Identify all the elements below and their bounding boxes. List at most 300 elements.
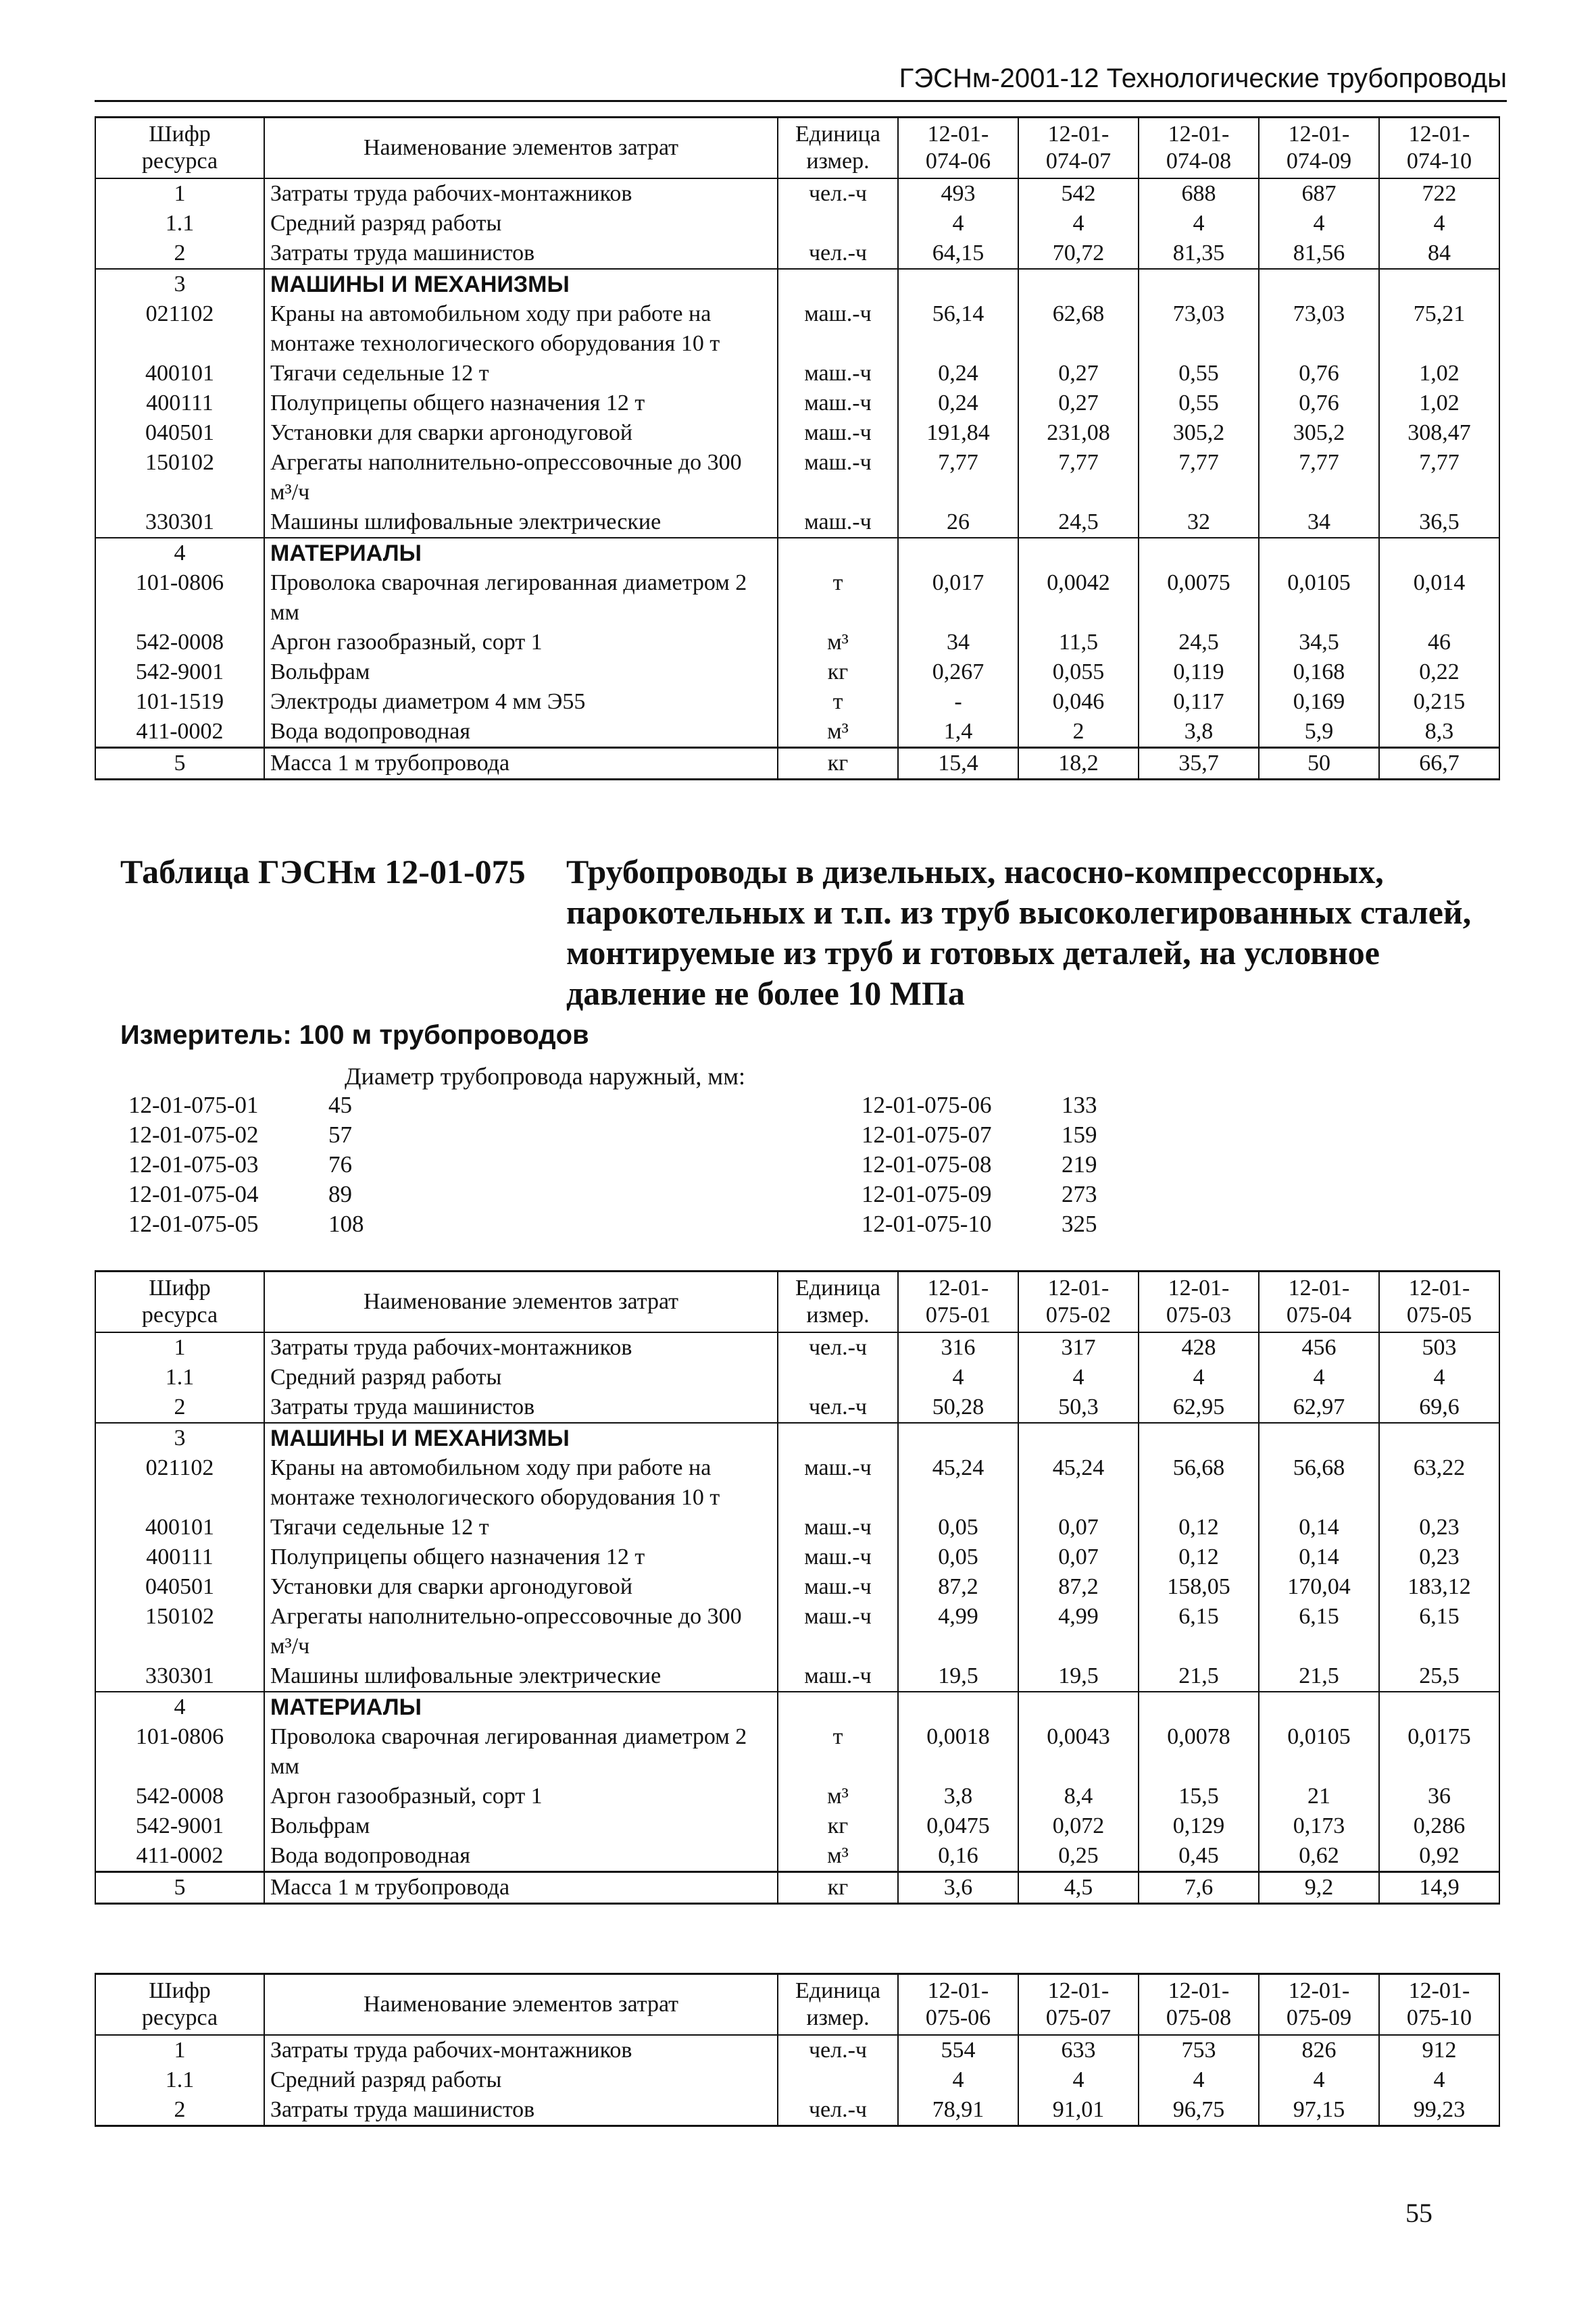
- norm-value: 73,03: [1259, 299, 1379, 359]
- unit: [778, 2065, 898, 2095]
- table-row: [95, 178, 1499, 209]
- cost-element-name: Агрегаты наполнительно-опрессовочные до 300 м³/ч: [264, 1602, 778, 1661]
- cost-element-name: МАТЕРИАЛЫ: [264, 538, 778, 568]
- resource-code: 1.1: [95, 2065, 264, 2095]
- cost-element-name: МАШИНЫ И МЕХАНИЗМЫ: [264, 269, 778, 299]
- cost-element-name: Тягачи седельные 12 т: [264, 359, 778, 388]
- norm-value: [1139, 269, 1259, 299]
- unit: [778, 1363, 898, 1392]
- norm-value: 7,77: [1259, 448, 1379, 507]
- norm-code: 12-01-075-01: [128, 1092, 259, 1118]
- norm-value: 554: [898, 2035, 1018, 2065]
- resource-code: 3: [95, 1423, 264, 1453]
- resource-code: 040501: [95, 418, 264, 448]
- resource-code: 400101: [95, 359, 264, 388]
- norm-value: [1259, 1423, 1379, 1453]
- norm-value: 46: [1379, 628, 1499, 657]
- norm-value: 18,2: [1018, 748, 1139, 780]
- norm-value: 688: [1139, 178, 1259, 209]
- column-header-norm: 12-01- 075-10: [1379, 1974, 1499, 2036]
- unit: чел.-ч: [778, 2095, 898, 2126]
- column-header-norm: 12-01- 075-06: [898, 1974, 1018, 2036]
- norm-value: 4: [1018, 1363, 1139, 1392]
- resource-code: 411-0002: [95, 1841, 264, 1872]
- norm-value: 56,68: [1259, 1453, 1379, 1513]
- column-header-norm: 12-01- 075-05: [1379, 1272, 1499, 1333]
- norm-value: 0,22: [1379, 657, 1499, 687]
- norm-value: 34,5: [1259, 628, 1379, 657]
- norm-value: 87,2: [1018, 1572, 1139, 1602]
- norm-code: 12-01-075-07: [862, 1122, 992, 1148]
- cost-element-name: Краны на автомобильном ходу при работе на монтаже технологического оборудования 10 т: [264, 299, 778, 359]
- norm-value: 26: [898, 507, 1018, 538]
- norm-value: 0,014: [1379, 568, 1499, 628]
- norm-value: 170,04: [1259, 1572, 1379, 1602]
- resource-code: 1.1: [95, 1363, 264, 1392]
- norm-value: 753: [1139, 2035, 1259, 2065]
- resource-table-074: [95, 116, 1500, 780]
- unit: маш.-ч: [778, 1513, 898, 1542]
- norm-value: 4: [1259, 2065, 1379, 2095]
- norm-value: 231,08: [1018, 418, 1139, 448]
- unit: чел.-ч: [778, 1332, 898, 1363]
- norm-value: 0,07: [1018, 1513, 1139, 1542]
- diameter-list-left: [128, 1090, 534, 1239]
- norm-value: 0,62: [1259, 1841, 1379, 1872]
- norm-value: 0,24: [898, 359, 1018, 388]
- table-row: [95, 657, 1499, 687]
- column-header-norm: 12-01- 075-09: [1259, 1974, 1379, 2036]
- norm-value: 3,6: [898, 1872, 1018, 1904]
- unit: [778, 1692, 898, 1722]
- table-row: [95, 1572, 1499, 1602]
- header-row: [95, 118, 1499, 179]
- table-row: [95, 238, 1499, 269]
- diameter-value: 273: [1062, 1181, 1097, 1207]
- norm-value: 183,12: [1379, 1572, 1499, 1602]
- table-row: [95, 209, 1499, 238]
- norm-code: 12-01-075-05: [128, 1211, 259, 1237]
- norm-value: 2: [1018, 717, 1139, 748]
- resource-code: 400111: [95, 1542, 264, 1572]
- norm-value: 1,02: [1379, 388, 1499, 418]
- norm-value: 19,5: [898, 1661, 1018, 1692]
- norm-value: 4: [1018, 2065, 1139, 2095]
- norm-value: 14,9: [1379, 1872, 1499, 1904]
- norm-value: 7,77: [898, 448, 1018, 507]
- table-row: [95, 359, 1499, 388]
- norm-value: 24,5: [1139, 628, 1259, 657]
- unit: маш.-ч: [778, 1453, 898, 1513]
- norm-value: 317: [1018, 1332, 1139, 1363]
- norm-value: 0,27: [1018, 359, 1139, 388]
- diameter-value: 45: [328, 1092, 352, 1118]
- norm-value: [898, 1692, 1018, 1722]
- resource-code: 2: [95, 1392, 264, 1423]
- cost-element-name: Вольфрам: [264, 657, 778, 687]
- diameter-caption: Диаметр трубопровода наружный, мм:: [345, 1063, 745, 1090]
- diameter-value: 219: [1062, 1151, 1097, 1178]
- cost-element-name: Вода водопроводная: [264, 1841, 778, 1872]
- diameter-value: 133: [1062, 1092, 1097, 1118]
- norm-value: 0,24: [898, 388, 1018, 418]
- resource-code: 4: [95, 538, 264, 568]
- cost-element-name: Затраты труда машинистов: [264, 1392, 778, 1423]
- norm-value: 308,47: [1379, 418, 1499, 448]
- norm-value: 78,91: [898, 2095, 1018, 2126]
- cost-element-name: Затраты труда машинистов: [264, 2095, 778, 2126]
- norm-value: 4: [898, 2065, 1018, 2095]
- norm-value: 158,05: [1139, 1572, 1259, 1602]
- norm-value: 99,23: [1379, 2095, 1499, 2126]
- norm-value: [1259, 1692, 1379, 1722]
- unit: чел.-ч: [778, 2035, 898, 2065]
- diameter-value: 108: [328, 1211, 364, 1237]
- norm-value: [1259, 269, 1379, 299]
- diameter-row: [862, 1090, 1267, 1120]
- diameter-value: 159: [1062, 1122, 1097, 1148]
- norm-value: 0,12: [1139, 1513, 1259, 1542]
- resource-code: 021102: [95, 1453, 264, 1513]
- norm-value: 11,5: [1018, 628, 1139, 657]
- unit: маш.-ч: [778, 1661, 898, 1692]
- norm-value: [898, 1423, 1018, 1453]
- norm-value: 81,56: [1259, 238, 1379, 269]
- cost-element-name: Установки для сварки аргонодуговой: [264, 1572, 778, 1602]
- header-row: [95, 1272, 1499, 1333]
- norm-value: [1139, 1423, 1259, 1453]
- norm-value: 0,27: [1018, 388, 1139, 418]
- cost-element-name: Затраты труда рабочих-монтажников: [264, 1332, 778, 1363]
- column-header-code: Шифр ресурса: [95, 1974, 264, 2036]
- cost-element-name: Электроды диаметром 4 мм Э55: [264, 687, 778, 717]
- norm-value: 305,2: [1259, 418, 1379, 448]
- norm-value: 96,75: [1139, 2095, 1259, 2126]
- norm-value: 34: [1259, 507, 1379, 538]
- column-header-norm: 12-01- 075-07: [1018, 1974, 1139, 2036]
- norm-value: 503: [1379, 1332, 1499, 1363]
- norm-code: 12-01-075-10: [862, 1211, 992, 1237]
- cost-element-name: Машины шлифовальные электрические: [264, 1661, 778, 1692]
- resource-code: 411-0002: [95, 717, 264, 748]
- norm-value: 91,01: [1018, 2095, 1139, 2126]
- norm-code: 12-01-075-09: [862, 1181, 992, 1207]
- column-header-norm: 12-01- 074-08: [1139, 118, 1259, 179]
- norm-value: 3,8: [898, 1782, 1018, 1811]
- norm-value: 7,77: [1018, 448, 1139, 507]
- table-row: [95, 687, 1499, 717]
- norm-value: 66,7: [1379, 748, 1499, 780]
- table-title: Трубопроводы в дизельных, насосно-компрессорных, парокотельных и т.п. из труб высоколегированных сталей, монтируемые из труб и готовых деталей, на условное давление не более 10 МПа: [566, 853, 1472, 1012]
- resource-code: 1: [95, 2035, 264, 2065]
- norm-value: 0,23: [1379, 1513, 1499, 1542]
- table-row: [95, 448, 1499, 507]
- norm-value: 0,168: [1259, 657, 1379, 687]
- resource-table-075-06-10: [95, 1973, 1500, 2127]
- norm-value: 0,05: [898, 1513, 1018, 1542]
- norm-value: 50,3: [1018, 1392, 1139, 1423]
- column-header-norm: 12-01- 075-08: [1139, 1974, 1259, 2036]
- norm-code: 12-01-075-06: [862, 1092, 992, 1118]
- table-row: [95, 418, 1499, 448]
- diameter-row: [128, 1180, 534, 1209]
- section-row: [95, 1423, 1499, 1453]
- norm-value: 4: [898, 1363, 1018, 1392]
- table-row: [95, 2095, 1499, 2126]
- norm-value: 56,14: [898, 299, 1018, 359]
- norm-value: 19,5: [1018, 1661, 1139, 1692]
- diameter-row: [128, 1090, 534, 1120]
- norm-value: 0,12: [1139, 1542, 1259, 1572]
- norm-value: 7,77: [1379, 448, 1499, 507]
- norm-value: 24,5: [1018, 507, 1139, 538]
- cost-element-name: Средний разряд работы: [264, 209, 778, 238]
- norm-value: [1018, 1423, 1139, 1453]
- table-row: [95, 1542, 1499, 1572]
- diameter-list-right: [862, 1090, 1267, 1239]
- column-header-code: Шифр ресурса: [95, 1272, 264, 1333]
- diameter-value: 57: [328, 1122, 352, 1148]
- unit: м³: [778, 628, 898, 657]
- header-row: [95, 1974, 1499, 2036]
- column-header-norm: 12-01- 075-03: [1139, 1272, 1259, 1333]
- diameter-row: [128, 1209, 534, 1239]
- norm-value: 542: [1018, 178, 1139, 209]
- unit: кг: [778, 1811, 898, 1841]
- norm-value: 1,02: [1379, 359, 1499, 388]
- norm-value: 64,15: [898, 238, 1018, 269]
- resource-table-075-01-05: [95, 1270, 1500, 1905]
- resource-code: 101-0806: [95, 1722, 264, 1782]
- resource-code: 5: [95, 748, 264, 780]
- norm-value: 0,0105: [1259, 1722, 1379, 1782]
- unit: [778, 1423, 898, 1453]
- diameter-row: [862, 1120, 1267, 1150]
- table-row: [95, 1782, 1499, 1811]
- table-row: [95, 1841, 1499, 1872]
- norm-value: -: [898, 687, 1018, 717]
- section-row: [95, 538, 1499, 568]
- norm-value: 0,119: [1139, 657, 1259, 687]
- cost-element-name: Машины шлифовальные электрические: [264, 507, 778, 538]
- norm-value: 0,0075: [1139, 568, 1259, 628]
- norm-value: 15,4: [898, 748, 1018, 780]
- norm-value: 0,267: [898, 657, 1018, 687]
- table-number: Таблица ГЭСНм 12-01-075: [120, 853, 526, 890]
- cost-element-name: Аргон газообразный, сорт 1: [264, 628, 778, 657]
- cost-element-name: МАТЕРИАЛЫ: [264, 1692, 778, 1722]
- cost-element-name: Средний разряд работы: [264, 1363, 778, 1392]
- unit: т: [778, 1722, 898, 1782]
- resource-code: 021102: [95, 299, 264, 359]
- norm-value: [1379, 1692, 1499, 1722]
- norm-value: 25,5: [1379, 1661, 1499, 1692]
- norm-value: 87,2: [898, 1572, 1018, 1602]
- table-row: [95, 388, 1499, 418]
- table-row: [95, 1722, 1499, 1782]
- norm-value: 4: [1139, 2065, 1259, 2095]
- cost-element-name: Затраты труда машинистов: [264, 238, 778, 269]
- norm-value: 0,0175: [1379, 1722, 1499, 1782]
- resource-code: 040501: [95, 1572, 264, 1602]
- total-row: [95, 748, 1499, 780]
- resource-code: 400111: [95, 388, 264, 418]
- norm-value: 722: [1379, 178, 1499, 209]
- norm-value: [1018, 1692, 1139, 1722]
- resource-code: 542-0008: [95, 1782, 264, 1811]
- norm-value: 0,017: [898, 568, 1018, 628]
- norm-value: 316: [898, 1332, 1018, 1363]
- cost-element-name: Аргон газообразный, сорт 1: [264, 1782, 778, 1811]
- norm-value: 0,215: [1379, 687, 1499, 717]
- norm-value: 0,0475: [898, 1811, 1018, 1841]
- column-header-norm: 12-01- 074-10: [1379, 118, 1499, 179]
- table-row: [95, 1392, 1499, 1423]
- unit: маш.-ч: [778, 418, 898, 448]
- column-header-name: Наименование элементов затрат: [264, 118, 778, 179]
- norm-value: 0,07: [1018, 1542, 1139, 1572]
- resource-code: 101-0806: [95, 568, 264, 628]
- norm-value: 15,5: [1139, 1782, 1259, 1811]
- norm-value: 0,169: [1259, 687, 1379, 717]
- norm-value: 0,45: [1139, 1841, 1259, 1872]
- column-header-name: Наименование элементов затрат: [264, 1272, 778, 1333]
- norm-value: 0,173: [1259, 1811, 1379, 1841]
- resource-code: 330301: [95, 1661, 264, 1692]
- table-row: [95, 1811, 1499, 1841]
- norm-value: 0,14: [1259, 1513, 1379, 1542]
- norm-value: 633: [1018, 2035, 1139, 2065]
- column-header-unit: Единица измер.: [778, 1974, 898, 2036]
- column-header-unit: Единица измер.: [778, 118, 898, 179]
- norm-value: [898, 538, 1018, 568]
- norm-value: 62,68: [1018, 299, 1139, 359]
- norm-value: 0,23: [1379, 1542, 1499, 1572]
- unit: маш.-ч: [778, 359, 898, 388]
- column-header-norm: 12-01- 074-06: [898, 118, 1018, 179]
- unit: маш.-ч: [778, 448, 898, 507]
- norm-value: 7,77: [1139, 448, 1259, 507]
- resource-code: 400101: [95, 1513, 264, 1542]
- norm-value: [1018, 538, 1139, 568]
- norm-value: 0,14: [1259, 1542, 1379, 1572]
- diameter-row: [862, 1209, 1267, 1239]
- cost-element-name: Масса 1 м трубопровода: [264, 748, 778, 780]
- resource-code: 1: [95, 1332, 264, 1363]
- unit: маш.-ч: [778, 1542, 898, 1572]
- norm-code: 12-01-075-04: [128, 1181, 259, 1207]
- diameter-row: [128, 1120, 534, 1150]
- column-header-name: Наименование элементов затрат: [264, 1974, 778, 2036]
- column-header-norm: 12-01- 075-02: [1018, 1272, 1139, 1333]
- section-row: [95, 269, 1499, 299]
- norm-value: 0,055: [1018, 657, 1139, 687]
- page-number: 55: [1405, 2198, 1432, 2228]
- norm-value: 50,28: [898, 1392, 1018, 1423]
- unit: кг: [778, 748, 898, 780]
- table-row: [95, 717, 1499, 748]
- unit: чел.-ч: [778, 178, 898, 209]
- norm-value: 305,2: [1139, 418, 1259, 448]
- norm-value: 97,15: [1259, 2095, 1379, 2126]
- norm-value: 21: [1259, 1782, 1379, 1811]
- norm-value: 70,72: [1018, 238, 1139, 269]
- resource-code: 542-9001: [95, 657, 264, 687]
- norm-value: 0,072: [1018, 1811, 1139, 1841]
- resource-code: 1: [95, 178, 264, 209]
- norm-value: 0,76: [1259, 359, 1379, 388]
- unit: м³: [778, 1782, 898, 1811]
- norm-value: 0,129: [1139, 1811, 1259, 1841]
- norm-code: 12-01-075-02: [128, 1122, 259, 1148]
- norm-value: 62,97: [1259, 1392, 1379, 1423]
- table-row: [95, 2065, 1499, 2095]
- norm-value: 8,4: [1018, 1782, 1139, 1811]
- norm-value: 4: [1379, 1363, 1499, 1392]
- unit: [778, 538, 898, 568]
- norm-value: [1018, 269, 1139, 299]
- cost-element-name: Полуприцепы общего назначения 12 т: [264, 388, 778, 418]
- table-row: [95, 507, 1499, 538]
- running-header: ГЭСНм-2001-12 Технологические трубопроводы: [899, 64, 1507, 93]
- cost-element-name: Вольфрам: [264, 1811, 778, 1841]
- measure-unit: Измеритель: 100 м трубопроводов: [120, 1020, 589, 1050]
- norm-value: 84: [1379, 238, 1499, 269]
- cost-element-name: Проволока сварочная легированная диаметром 2 мм: [264, 1722, 778, 1782]
- norm-value: 6,15: [1259, 1602, 1379, 1661]
- norm-code: 12-01-075-08: [862, 1151, 992, 1178]
- norm-value: 687: [1259, 178, 1379, 209]
- norm-value: 0,05: [898, 1542, 1018, 1572]
- norm-code: 12-01-075-03: [128, 1151, 259, 1178]
- unit: маш.-ч: [778, 388, 898, 418]
- norm-value: 912: [1379, 2035, 1499, 2065]
- norm-value: 0,55: [1139, 388, 1259, 418]
- diameter-row: [128, 1150, 534, 1180]
- resource-code: 1.1: [95, 209, 264, 238]
- norm-value: 3,8: [1139, 717, 1259, 748]
- norm-value: 0,117: [1139, 687, 1259, 717]
- norm-value: 4,99: [1018, 1602, 1139, 1661]
- table-row: [95, 628, 1499, 657]
- unit: т: [778, 568, 898, 628]
- column-header-norm: 12-01- 075-01: [898, 1272, 1018, 1333]
- norm-value: 0,046: [1018, 687, 1139, 717]
- resource-code: 542-0008: [95, 628, 264, 657]
- unit: м³: [778, 1841, 898, 1872]
- column-header-norm: 12-01- 075-04: [1259, 1272, 1379, 1333]
- cost-element-name: Вода водопроводная: [264, 717, 778, 748]
- norm-value: 0,0043: [1018, 1722, 1139, 1782]
- table-row: [95, 1602, 1499, 1661]
- norm-value: [1139, 538, 1259, 568]
- column-header-code: Шифр ресурса: [95, 118, 264, 179]
- norm-value: 7,6: [1139, 1872, 1259, 1904]
- cost-element-name: Средний разряд работы: [264, 2065, 778, 2095]
- resource-code: 150102: [95, 1602, 264, 1661]
- diameter-value: 325: [1062, 1211, 1097, 1237]
- resource-code: 2: [95, 238, 264, 269]
- norm-value: 9,2: [1259, 1872, 1379, 1904]
- norm-value: [1379, 1423, 1499, 1453]
- norm-value: 50: [1259, 748, 1379, 780]
- unit: м³: [778, 717, 898, 748]
- norm-value: 63,22: [1379, 1453, 1499, 1513]
- resource-code: 3: [95, 269, 264, 299]
- unit: маш.-ч: [778, 299, 898, 359]
- resource-code: 101-1519: [95, 687, 264, 717]
- norm-value: 56,68: [1139, 1453, 1259, 1513]
